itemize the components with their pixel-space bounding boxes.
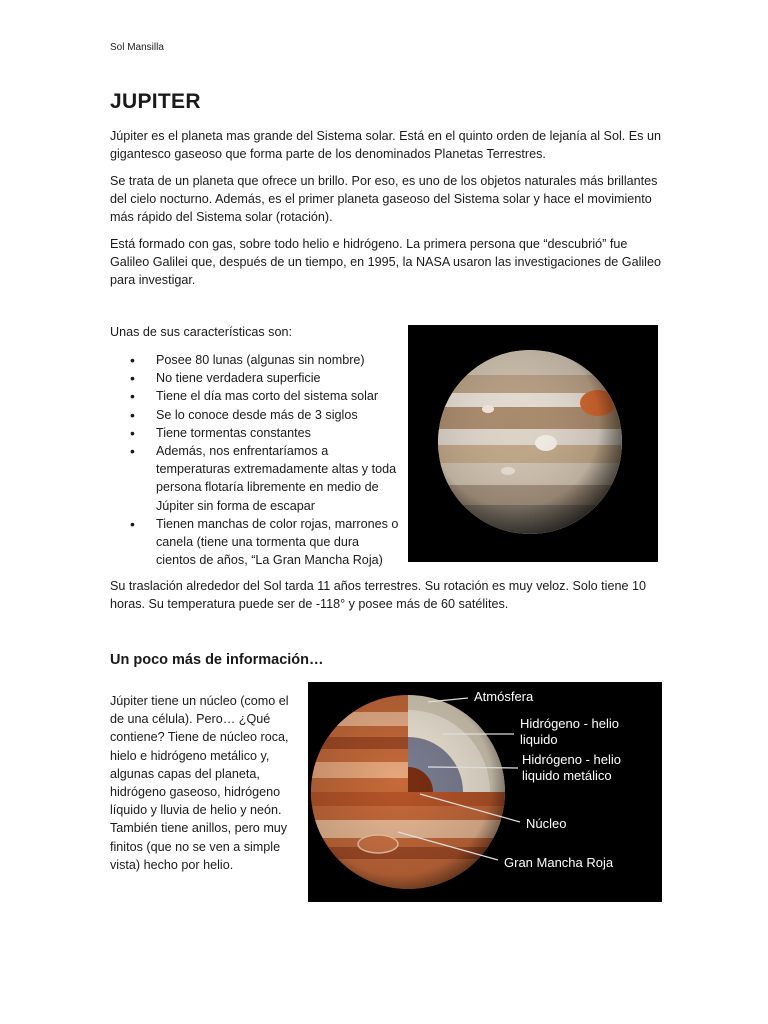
list-item: • Tiene tormentas constantes xyxy=(130,424,400,442)
list-item: • Tiene el día mas corto del sistema solar xyxy=(130,387,400,405)
page-title: JUPITER xyxy=(110,90,201,113)
label-atmosfera: Atmósfera xyxy=(474,689,534,704)
label-hidrogeno-liquido: Hidrógeno - helio xyxy=(520,716,620,731)
characteristics-intro: Unas de sus características son: xyxy=(110,325,292,339)
list-item: • No tiene verdadera superficie xyxy=(130,369,400,387)
paragraph-translation: Su traslación alrededor del Sol tarda 11 años terrestres. Su rotación es muy veloz. Solo tiene 10 horas. Su temperatura puede ser de -118° y posee más de 60 satélites. xyxy=(110,579,646,611)
paragraph-composition: Está formado con gas, sobre todo helio e hidrógeno. La primera persona que “descubrió” fue Galileo Galilei que, después de un tiempo, en 1995, la NASA usaron las investigaciones de Galileo para investigar. xyxy=(110,237,661,287)
list-item: • Además, nos enfrentaríamos a temperaturas extremadamente altas y toda persona flotaría libremente en medio de Júpiter sin forma de escapar xyxy=(130,442,400,515)
label-hidrogeno-metalico-2: liquido metálico xyxy=(522,768,612,783)
label-nucleo: Núcleo xyxy=(526,816,567,831)
paragraph-intro: Júpiter es el planeta mas grande del Sistema solar. Está en el quinto orden de lejanía al Sol. Es un gigantesco gaseoso que forma parte de los denominados Planetas Terrestres. xyxy=(110,129,661,161)
author-name: Sol Mansilla xyxy=(110,42,164,53)
list-item: • Se lo conoce desde más de 3 siglos xyxy=(130,406,400,424)
characteristics-list xyxy=(130,351,400,569)
label-hidrogeno-metalico: Hidrógeno - helio xyxy=(522,752,622,767)
paragraph-brightness: Se trata de un planeta que ofrece un brillo. Por eso, es uno de los objetos naturales más brillantes del cielo nocturno. Además, es el primer planeta gaseoso del Sistema solar y hace el movimiento más rápido del Sistema solar (rotación). xyxy=(110,174,658,224)
label-hidrogeno-liquido-2: liquido xyxy=(520,732,558,747)
jupiter-structure-diagram xyxy=(308,682,662,902)
section-subtitle: Un poco más de información… xyxy=(110,652,324,668)
jupiter-photo xyxy=(408,325,658,562)
paragraph-structure: Júpiter tiene un núcleo (como el de una célula). Pero… ¿Qué contiene? Tiene de núcleo roca, hielo e hidrógeno metálico y, algunas capas del planeta, hidrógeno gaseoso, hidrógeno líquido y lluvia de helio y neón. También tiene anillos, pero muy finitos (que no se ven a simple vista) hecho por helio. xyxy=(110,694,289,872)
label-gran-mancha-roja: Gran Mancha Roja xyxy=(504,855,614,870)
list-item: • Posee 80 lunas (algunas sin nombre) xyxy=(130,351,400,369)
list-item: • Tienen manchas de color rojas, marrones o canela (tiene una tormenta que dura cientos de años, “La Gran Mancha Roja) xyxy=(130,515,400,570)
